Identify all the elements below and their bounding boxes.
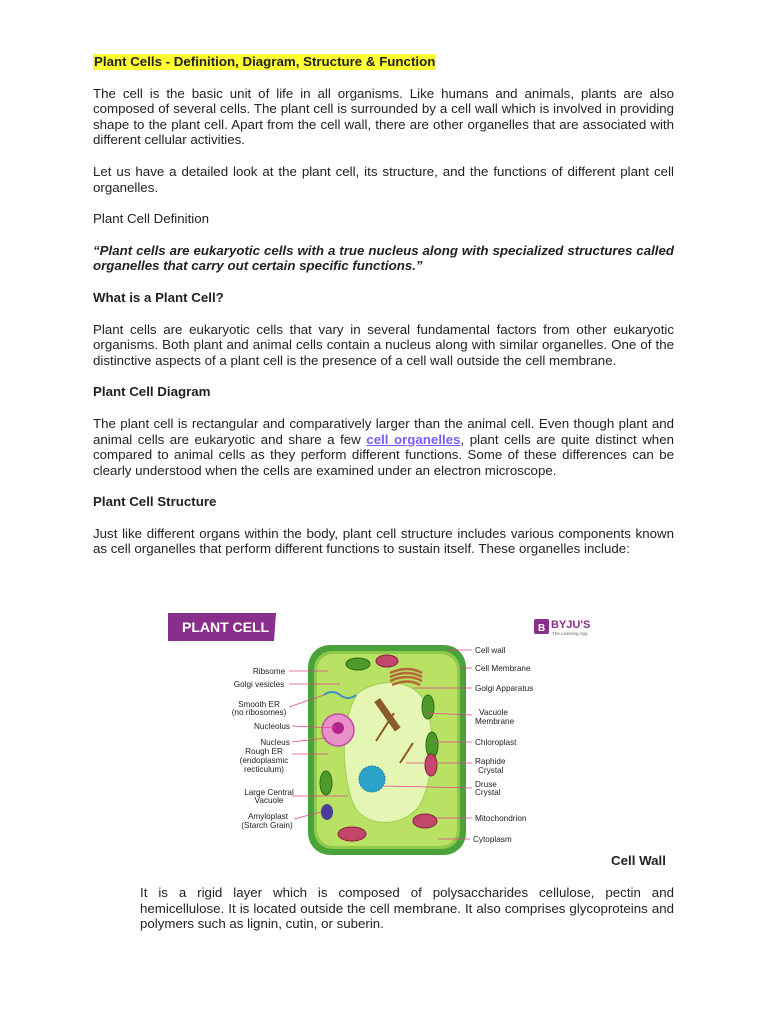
amyloplast bbox=[321, 804, 333, 820]
label-amyloplast: Amyloplast bbox=[247, 812, 289, 821]
banner-title: PLANT CELL bbox=[182, 619, 270, 635]
label-rough-er: Rough ER bbox=[245, 747, 283, 756]
druse-crystal bbox=[359, 766, 385, 792]
label-no-ribosomes: (no ribosomes) bbox=[231, 708, 287, 717]
label-starch-grain: (Starch Grain) bbox=[241, 821, 293, 830]
mitochondrion bbox=[413, 814, 437, 828]
large-central-vacuole bbox=[344, 683, 432, 823]
cell-wall-paragraph: It is a rigid layer which is composed of polysaccharides cellulose, pectin and hemicellulose. It is located outside the cell membrane. It also comprises glycoproteins and polymers such as lignin, cutin, or suberin. bbox=[140, 885, 674, 932]
label-raphide-crystal: Crystal bbox=[478, 766, 504, 775]
label-druse-crystal: Crystal bbox=[475, 788, 501, 797]
label-vacuole-membrane-2: Membrane bbox=[475, 717, 515, 726]
cell-wall-heading: Cell Wall bbox=[611, 853, 666, 868]
diagram-paragraph bbox=[93, 416, 674, 478]
label-smooth-er: Smooth ER bbox=[238, 700, 280, 709]
label-nucleus: Nucleus bbox=[260, 738, 290, 747]
diagram-text-post: , plant cells are quite distinct when compared to animal cells as they perform different functions. Some of these differences can be clearly understood when the cells are examined under an electron microscope. bbox=[93, 431, 674, 478]
label-recticulum: recticulum) bbox=[243, 765, 285, 774]
label-mitochondrion: Mitochondrion bbox=[475, 814, 527, 823]
document-body bbox=[93, 54, 674, 557]
label-nucleolus: Nucleolus bbox=[254, 722, 290, 731]
diagram-text-pre: The plant cell is rectangular and comparatively larger than the animal cell. Even though plant and animal cells are eukaryotic and share a few bbox=[93, 415, 674, 447]
page-title: Plant Cells - Definition, Diagram, Structure & Function bbox=[94, 54, 436, 69]
intro-paragraph: The cell is the basic unit of life in all organisms. Like humans and animals, plants are also composed of several cells. The plant cell is surrounded by a cell wall which is involved in providing shape to the plant cell. Apart from the cell wall, there are other organelles that are associated with different cellular activities. bbox=[93, 85, 674, 148]
definition-quote: “Plant cells are eukaryotic cells with a true nucleus along with specialized structures called organelles that carry out certain specific functions.” bbox=[93, 242, 674, 274]
svg-text:B: B bbox=[538, 623, 546, 634]
label-druse: Druse bbox=[475, 780, 497, 789]
label-vacuole: Vacuole bbox=[254, 796, 284, 805]
cell-organelles-link[interactable]: cell organelles bbox=[366, 431, 461, 447]
diagram-heading: Plant Cell Diagram bbox=[93, 384, 211, 400]
label-chloroplast: Chloroplast bbox=[475, 738, 517, 747]
plant-cell-diagram bbox=[168, 613, 600, 863]
chloroplast bbox=[346, 658, 370, 670]
label-raphide: Raphide bbox=[475, 757, 506, 766]
label-endoplasmic: (endoplasmic bbox=[239, 756, 289, 765]
label-golgi-apparatus: Golgi Apparatus bbox=[475, 684, 534, 693]
label-ribsome: Ribsome bbox=[252, 667, 286, 676]
brand-tagline: The Learning App bbox=[552, 631, 588, 636]
label-cytoplasm: Cytoplasm bbox=[473, 835, 512, 844]
label-golgi-vesicles: Golgi vesicles bbox=[233, 680, 285, 689]
label-cell-membrane: Cell Membrane bbox=[475, 664, 531, 673]
what-heading: What is a Plant Cell? bbox=[93, 289, 224, 305]
label-vacuole-membrane-1: Vacuole bbox=[479, 708, 508, 717]
definition-heading: Plant Cell Definition bbox=[93, 211, 210, 227]
label-large-central: Large Central bbox=[244, 788, 294, 797]
lookahead-paragraph: Let us have a detailed look at the plant cell, its structure, and the functions of different plant cell organelles. bbox=[93, 163, 674, 195]
cell-body bbox=[308, 645, 466, 855]
what-paragraph: Plant cells are eukaryotic cells that vary in several fundamental factors from other eukaryotic organisms. Both plant and animal cells contain a nucleus along with similar organelles. One of the distinctive aspects of a plant cell is the presence of a cell wall outside the cell membrane. bbox=[93, 321, 674, 368]
structure-paragraph: Just like different organs within the body, plant cell structure includes various components known as cell organelles that perform different functions to sustain itself. These organelles include: bbox=[93, 525, 674, 557]
label-cell-wall: Cell wall bbox=[475, 646, 506, 655]
brand-name: BYJU'S bbox=[551, 619, 591, 631]
structure-heading: Plant Cell Structure bbox=[93, 494, 217, 510]
